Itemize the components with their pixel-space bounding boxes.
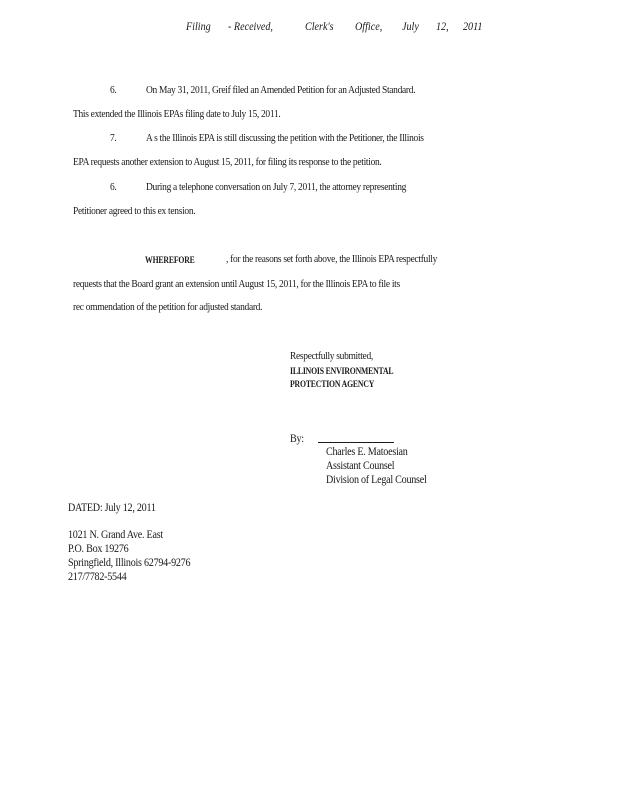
wherefore-text: , for the reasons set forth above, the Illinois EPA respectfully — [226, 253, 438, 265]
paragraph-number: 6. — [110, 181, 117, 193]
header-word-filing: Filing — [186, 21, 211, 33]
address-line: Springfield, Illinois 62794-9276 — [68, 557, 191, 569]
agency-name-line2: PROTECTION AGENCY — [290, 379, 375, 389]
address-line: 1021 N. Grand Ave. East — [68, 529, 163, 541]
signer-name: Charles E. Matoesian — [326, 446, 408, 458]
wherefore-text: rec ommendation of the petition for adjusted standard. — [73, 301, 263, 313]
wherefore-label: WHEREFORE — [145, 255, 195, 265]
paragraph-text: A s the Illinois EPA is still discussing the petition with the Petitioner, the Illinois — [146, 132, 424, 144]
header-word-clerks: Clerk's — [305, 21, 334, 33]
header-word-office: Office, — [355, 21, 383, 33]
header-word-year: 2011 — [463, 21, 483, 33]
address-line: P.O. Box 19276 — [68, 543, 129, 555]
paragraph-text: During a telephone conversation on July 7, 2011, the attorney representing — [146, 181, 407, 193]
agency-name-line1: ILLINOIS ENVIRONMENTAL — [290, 366, 394, 376]
signer-title: Assistant Counsel — [326, 460, 395, 472]
by-label: By: — [290, 433, 304, 445]
header-word-month: July — [402, 21, 419, 33]
wherefore-text: requests that the Board grant an extension until August 15, 2011, for the Illinois EPA to file its — [73, 278, 400, 290]
signature-line — [318, 442, 394, 443]
signer-division: Division of Legal Counsel — [326, 474, 427, 486]
paragraph-text: This extended the Illinois EPAs filing date to July 15, 2011. — [73, 108, 281, 120]
paragraph-number: 7. — [110, 132, 117, 144]
phone-line: 217/7782-5544 — [68, 571, 127, 583]
paragraph-number: 6. — [110, 84, 117, 96]
paragraph-text: On May 31, 2011, Greif filed an Amended Petition for an Adjusted Standard. — [146, 84, 416, 96]
paragraph-text: Petitioner agreed to this ex tension. — [73, 205, 196, 217]
respectfully-submitted: Respectfully submitted, — [290, 350, 373, 362]
paragraph-text: EPA requests another extension to August 15, 2011, for filing its response to the petition. — [73, 156, 382, 168]
dated-line: DATED: July 12, 2011 — [68, 502, 156, 514]
header-word-day: 12, — [436, 21, 449, 33]
header-word-received: - Received, — [228, 21, 273, 33]
